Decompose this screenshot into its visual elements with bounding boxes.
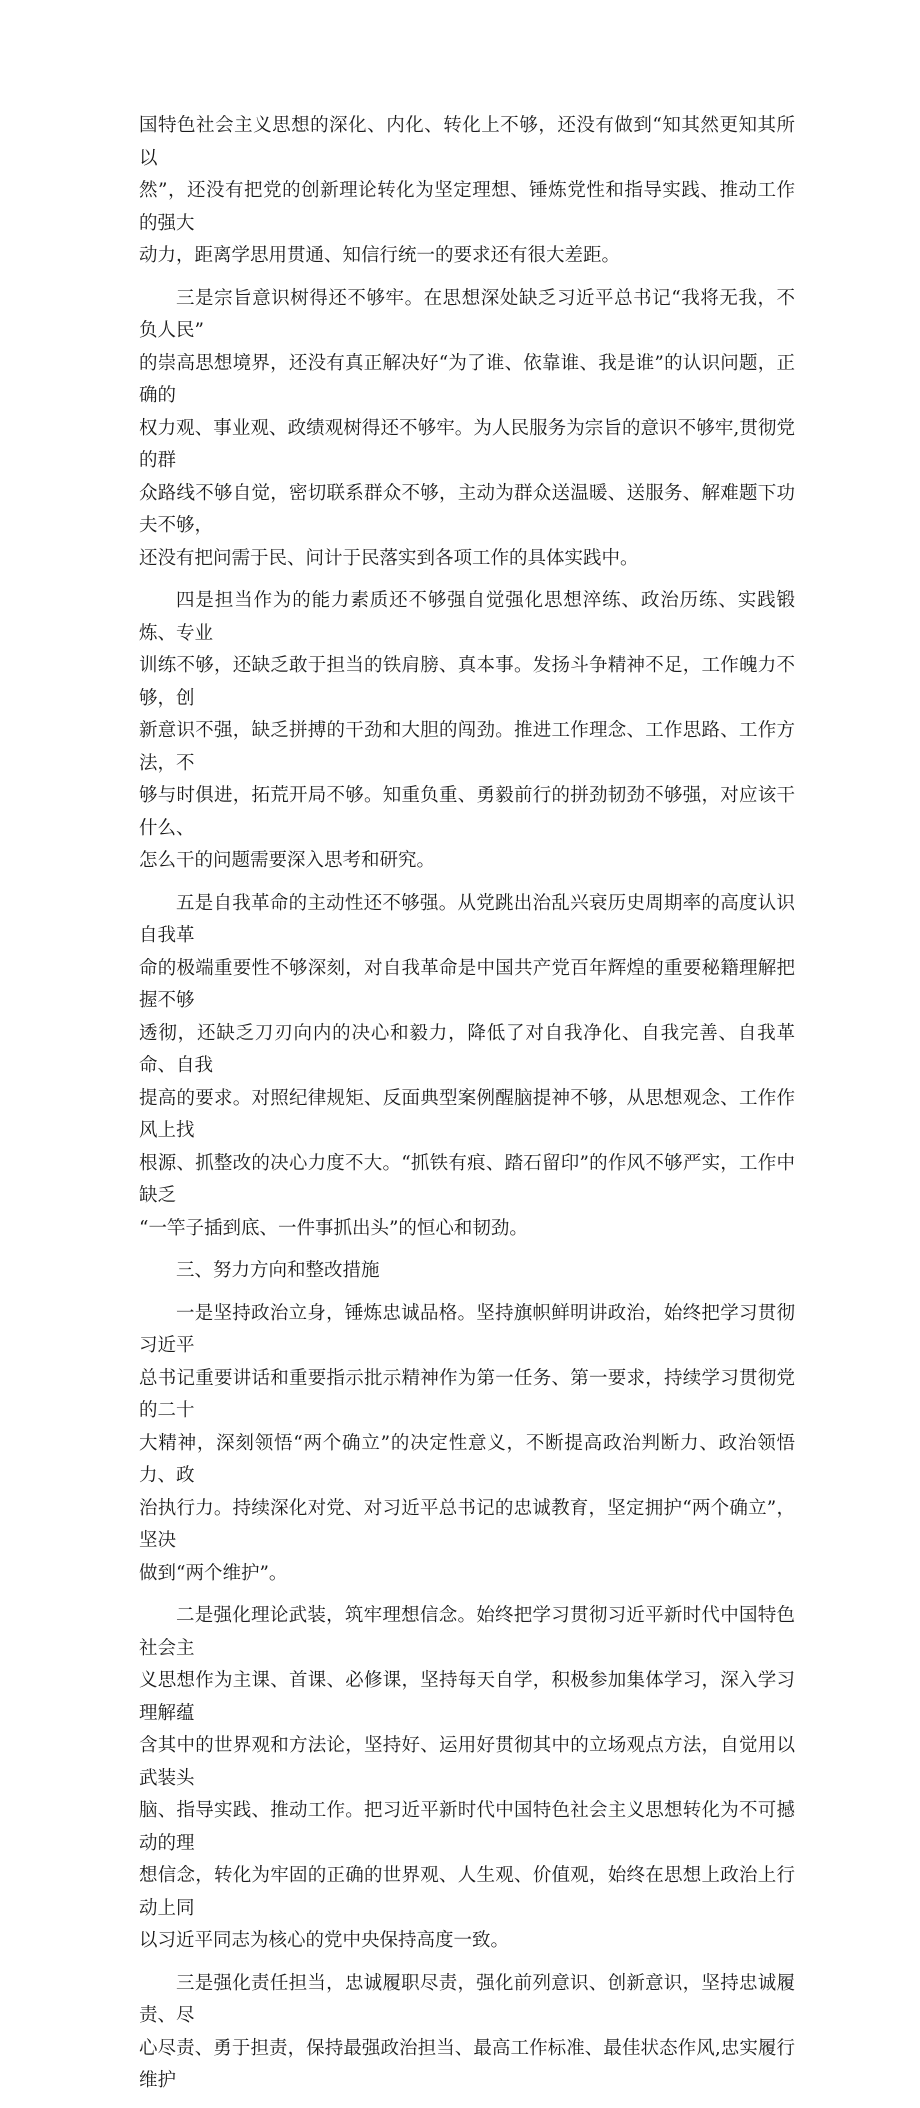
heading-text: 三、努力方向和整改措施 — [176, 1260, 380, 1281]
text-line: 一是坚持政治立身，锤炼忠诚品格。坚持旗帜鲜明讲政治，始终把学习贯彻习近平 — [139, 1302, 795, 1356]
text-line: 国特色社会主义思想的深化、内化、转化上不够，还没有做到“知其然更知其所以 — [139, 115, 795, 169]
text-line: “一竿子插到底、一件事抓出头”的恒心和韧劲。 — [139, 1217, 528, 1239]
text-line: 以习近平同志为核心的党中央保持高度一致。 — [139, 1930, 510, 1951]
text-line: 根源、抓整改的决心力度不大。“抓铁有痕、踏石留印”的作风不够严实，工作中缺乏 — [139, 1152, 795, 1206]
text-line: 训练不够，还缺乏敢于担当的铁肩膀、真本事。发扬斗争精神不足，工作魄力不够，创 — [139, 655, 795, 709]
text-line: 权力观、事业观、政绩观树得还不够牢。为人民服务为宗旨的意识不够牢,贯彻党的群 — [139, 417, 795, 471]
text-line: 三是宗旨意识树得还不够牢。在思想深处缺乏习近平总书记“我将无我，不负人民” — [139, 287, 795, 341]
text-line: 想信念，转化为牢固的正确的世界观、人生观、价值观，始终在思想上政治上行动上同 — [139, 1865, 795, 1919]
paragraph-responsibility — [139, 585, 795, 878]
text-line: 总书记重要讲话和重要指示批示精神作为第一任务、第一要求，持续学习贯彻党的二十 — [139, 1367, 795, 1421]
text-line: 透彻，还缺乏刀刃向内的决心和毅力，降低了对自我净化、自我完善、自我革命、自我 — [139, 1022, 795, 1076]
text-line: 义思想作为主课、首课、必修课，坚持每天自学，积极参加集体学习，深入学习理解蕴 — [139, 1670, 795, 1724]
text-line: 然”，还没有把党的创新理论转化为坚定理想、锤炼党性和指导实践、推动工作的强大 — [139, 180, 795, 234]
section-heading — [139, 1255, 795, 1288]
text-line: 众路线不够自觉，密切联系群众不够，主动为群众送温暖、送服务、解难题下功夫不够， — [139, 482, 795, 536]
paragraph-self-revolution — [139, 888, 795, 1246]
paragraph-measure-political — [139, 1298, 795, 1591]
paragraph-measure-responsibility — [139, 1968, 795, 2098]
text-line: 的崇高思想境界，还没有真正解决好“为了谁、依靠谁、我是谁”的认识问题，正确的 — [139, 352, 795, 406]
text-line: 怎么干的问题需要深入思考和研究。 — [139, 850, 436, 871]
continued-paragraph — [139, 110, 795, 273]
document-page — [139, 110, 795, 2108]
text-line: 大精神，深刻领悟“两个确立”的决定性意义，不断提高政治判断力、政治领悟力、政 — [139, 1432, 795, 1486]
text-line: 三是强化责任担当，忠诚履职尽责，强化前列意识、创新意识，坚持忠诚履责、尽 — [139, 1972, 795, 2026]
text-line: 四是担当作为的能力素质还不够强自觉强化思想淬练、政治历练、实践锻炼、专业 — [139, 590, 795, 644]
paragraph-purpose-awareness — [139, 283, 795, 576]
text-line: 二是强化理论武装，筑牢理想信念。始终把学习贯彻习近平新时代中国特色社会主 — [139, 1605, 795, 1659]
text-line: 够与时俱进，拓荒开局不够。知重负重、勇毅前行的拼劲韧劲不够强，对应该干什么、 — [139, 785, 795, 839]
text-line: 命的极端重要性不够深刻，对自我革命是中国共产党百年辉煌的重要秘籍理解把握不够 — [139, 957, 795, 1011]
text-line: 动力，距离学思用贯通、知信行统一的要求还有很大差距。 — [139, 245, 621, 266]
text-line: 还没有把问需于民、问计于民落实到各项工作的具体实践中。 — [139, 547, 639, 569]
text-line: 治执行力。持续深化对党、对习近平总书记的忠诚教育，坚定拥护“两个确立”，坚决 — [139, 1497, 795, 1551]
text-line: 做到“两个维护”。 — [139, 1562, 288, 1584]
text-line: 新意识不强，缺乏拼搏的干劲和大胆的闯劲。推进工作理念、工作思路、工作方法，不 — [139, 720, 795, 774]
text-line: 脑、指导实践、推动工作。把习近平新时代中国特色社会主义思想转化为不可撼动的理 — [139, 1800, 795, 1854]
text-line: 提高的要求。对照纪律规矩、反面典型案例醒脑提神不够，从思想观念、工作作风上找 — [139, 1087, 795, 1141]
paragraph-measure-theory — [139, 1600, 795, 1958]
text-line: 含其中的世界观和方法论，坚持好、运用好贯彻其中的立场观点方法，自觉用以武装头 — [139, 1735, 795, 1789]
text-line: 五是自我革命的主动性还不够强。从党跳出治乱兴衰历史周期率的高度认识自我革 — [139, 892, 795, 946]
text-line: 心尽责、勇于担责，保持最强政治担当、最高工作标准、最佳状态作风,忠实履行维护 — [139, 2037, 795, 2091]
